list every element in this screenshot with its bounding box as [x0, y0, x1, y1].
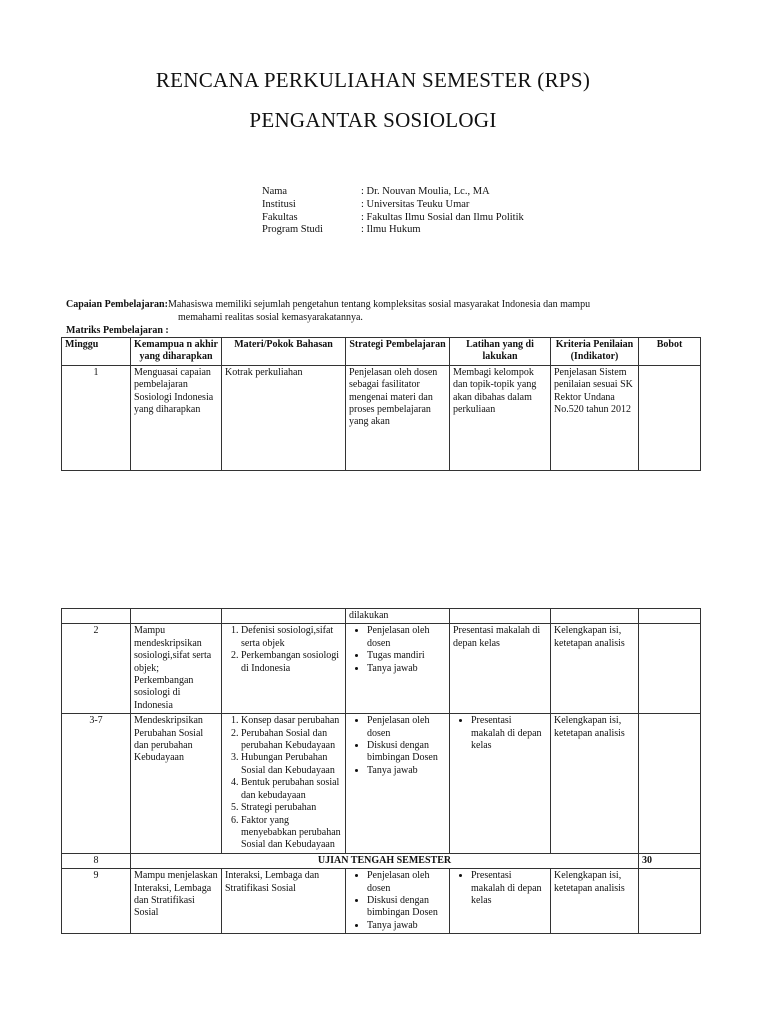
header-strategi: Strategi Pembelajaran	[346, 338, 450, 366]
table-row	[62, 869, 701, 934]
info-row-prodi	[262, 224, 524, 237]
cell-strategi	[346, 714, 450, 853]
learning-matrix-table	[61, 337, 701, 471]
info-value: : Universitas Teuku Umar	[361, 198, 470, 210]
list-item: • Penjelasan oleh dosen	[367, 715, 446, 740]
cell-minggu: 3-7	[62, 714, 131, 853]
info-label: Fakultas	[262, 211, 298, 223]
list-item: • Penjelasan oleh dosen	[367, 870, 446, 895]
table-row	[62, 624, 701, 714]
cell-latihan	[450, 869, 551, 934]
list-item: • Presentasi makalah di depan kelas	[471, 870, 547, 907]
list-item: • Diskusi dengan bimbingan Dosen	[367, 895, 446, 920]
cell-kemampuan: Mampu mendeskripsikan sosiologi,sifat serta objek; Perkembangan sosiologi di Indonesia	[131, 624, 222, 714]
list-item: • Penjelasan oleh dosen	[367, 625, 446, 650]
cell-empty	[131, 609, 222, 624]
list-item: • Presentasi makalah di depan kelas	[471, 715, 547, 752]
cell-latihan: Presentasi makalah di depan kelas	[450, 624, 551, 714]
cell-materi: Interaksi, Lembaga dan Stratifikasi Sosial	[222, 869, 346, 934]
info-value: : Fakultas Ilmu Sosial dan Ilmu Politik	[361, 211, 524, 223]
list-item: 5. Strategi perubahan	[241, 802, 342, 814]
course-info	[262, 186, 524, 237]
cell-bobot	[639, 869, 701, 934]
cell-kemampuan: Menguasai capaian pembelajaran Sosiologi Indonesia yang diharapkan	[131, 365, 222, 470]
cell-kriteria: Kelengkapan isi, ketetapan analisis	[551, 869, 639, 934]
exam-label: UJIAN TENGAH SEMESTER	[131, 853, 639, 868]
document-subtitle: PENGANTAR SOSIOLOGI	[249, 108, 497, 132]
cell-strategi-cont: dilakukan	[346, 609, 450, 624]
table-row	[62, 365, 701, 470]
learning-outcome-label: Capaian Pembelajaran:	[66, 299, 168, 310]
info-row-fakultas	[262, 212, 524, 225]
list-item: 2. Perkembangan sosiologi di Indonesia	[241, 650, 342, 675]
cell-materi: Kotrak perkuliahan	[222, 365, 346, 470]
learning-outcome-text-cont: memahami realitas sosial kemasyarakatannya.	[178, 311, 363, 323]
list-item: • Tanya jawab	[367, 663, 446, 675]
learning-matrix-table-continued	[61, 608, 701, 934]
info-label: Program Studi	[262, 224, 323, 236]
list-item: 2. Perubahan Sosial dan perubahan Kebudayaan	[241, 728, 342, 753]
cell-minggu: 8	[62, 853, 131, 868]
cell-bobot	[639, 365, 701, 470]
cell-empty	[551, 609, 639, 624]
info-label: Institusi	[262, 198, 296, 210]
cell-kriteria: Kelengkapan isi, ketetapan analisis	[551, 714, 639, 853]
cell-latihan	[450, 714, 551, 853]
header-bobot: Bobot	[639, 338, 701, 366]
cell-empty	[450, 609, 551, 624]
cell-kemampuan: Mampu menjelaskan Interaksi, Lembaga dan Stratifikasi Sosial	[131, 869, 222, 934]
list-item: 6. Faktor yang menyebabkan perubahan Sosial dan Kebudayaan	[241, 815, 342, 852]
list-item: 4. Bentuk perubahan sosial dan kebudayaan	[241, 777, 342, 802]
header-minggu: Minggu	[62, 338, 131, 366]
cell-minggu: 2	[62, 624, 131, 714]
cell-strategi: Penjelasan oleh dosen sebagai fasilitator mengenai materi dan proses pembelajaran yang akan	[346, 365, 450, 470]
list-item: • Tugas mandiri	[367, 650, 446, 662]
cell-kriteria: Penjelasan Sistem penilaian sesuai SK Rektor Undana No.520 tahun 2012	[551, 365, 639, 470]
list-item: • Tanya jawab	[367, 920, 446, 932]
cell-bobot: 30	[639, 853, 701, 868]
cell-kriteria: Kelengkapan isi, ketetapan analisis	[551, 624, 639, 714]
cell-empty	[639, 609, 701, 624]
cell-empty	[222, 609, 346, 624]
info-value: : Ilmu Hukum	[361, 224, 421, 236]
cell-bobot	[639, 714, 701, 853]
cell-strategi	[346, 869, 450, 934]
cell-latihan: Membagi kelompok dan topik-topik yang akan dibahas dalam perkuliaan	[450, 365, 551, 470]
header-kemampuan: Kemampua n akhir yang diharapkan	[131, 338, 222, 366]
info-row-institusi	[262, 199, 524, 212]
info-row-nama	[262, 186, 524, 199]
table-row-continuation	[62, 609, 701, 624]
cell-minggu: 9	[62, 869, 131, 934]
header-materi: Materi/Pokok Bahasan	[222, 338, 346, 366]
list-item: 3. Hubungan Perubahan Sosial dan Kebudayaan	[241, 752, 342, 777]
list-item: 1. Defenisi sosiologi,sifat serta objek	[241, 625, 342, 650]
table-row	[62, 714, 701, 853]
cell-empty	[62, 609, 131, 624]
document-title: RENCANA PERKULIAHAN SEMESTER (RPS)	[155, 68, 591, 92]
list-item: • Tanya jawab	[367, 765, 446, 777]
cell-materi	[222, 714, 346, 853]
cell-minggu: 1	[62, 365, 131, 470]
cell-materi	[222, 624, 346, 714]
info-label: Nama	[262, 186, 288, 197]
cell-bobot	[639, 624, 701, 714]
header-kriteria: Kriteria Penilaian (Indikator)	[551, 338, 639, 366]
table-row-exam	[62, 853, 701, 868]
cell-kemampuan: Mendeskripsikan Perubahan Sosial dan perubahan Kebudayaan	[131, 714, 222, 853]
learning-outcome	[66, 299, 696, 324]
header-latihan: Latihan yang di lakukan	[450, 338, 551, 366]
cell-strategi	[346, 624, 450, 714]
list-item: • Diskusi dengan bimbingan Dosen	[367, 740, 446, 765]
learning-outcome-text: Mahasiswa memiliki sejumlah pengetahun tentang kompleksitas sosial masyarakat Indonesia dan mampu	[167, 299, 591, 310]
matrix-label: Matriks Pembelajaran :	[66, 325, 169, 336]
list-item: 1. Konsep dasar perubahan	[241, 715, 342, 727]
table-header-row	[62, 338, 701, 366]
info-value: : Dr. Nouvan Moulia, Lc., MA	[361, 186, 490, 197]
